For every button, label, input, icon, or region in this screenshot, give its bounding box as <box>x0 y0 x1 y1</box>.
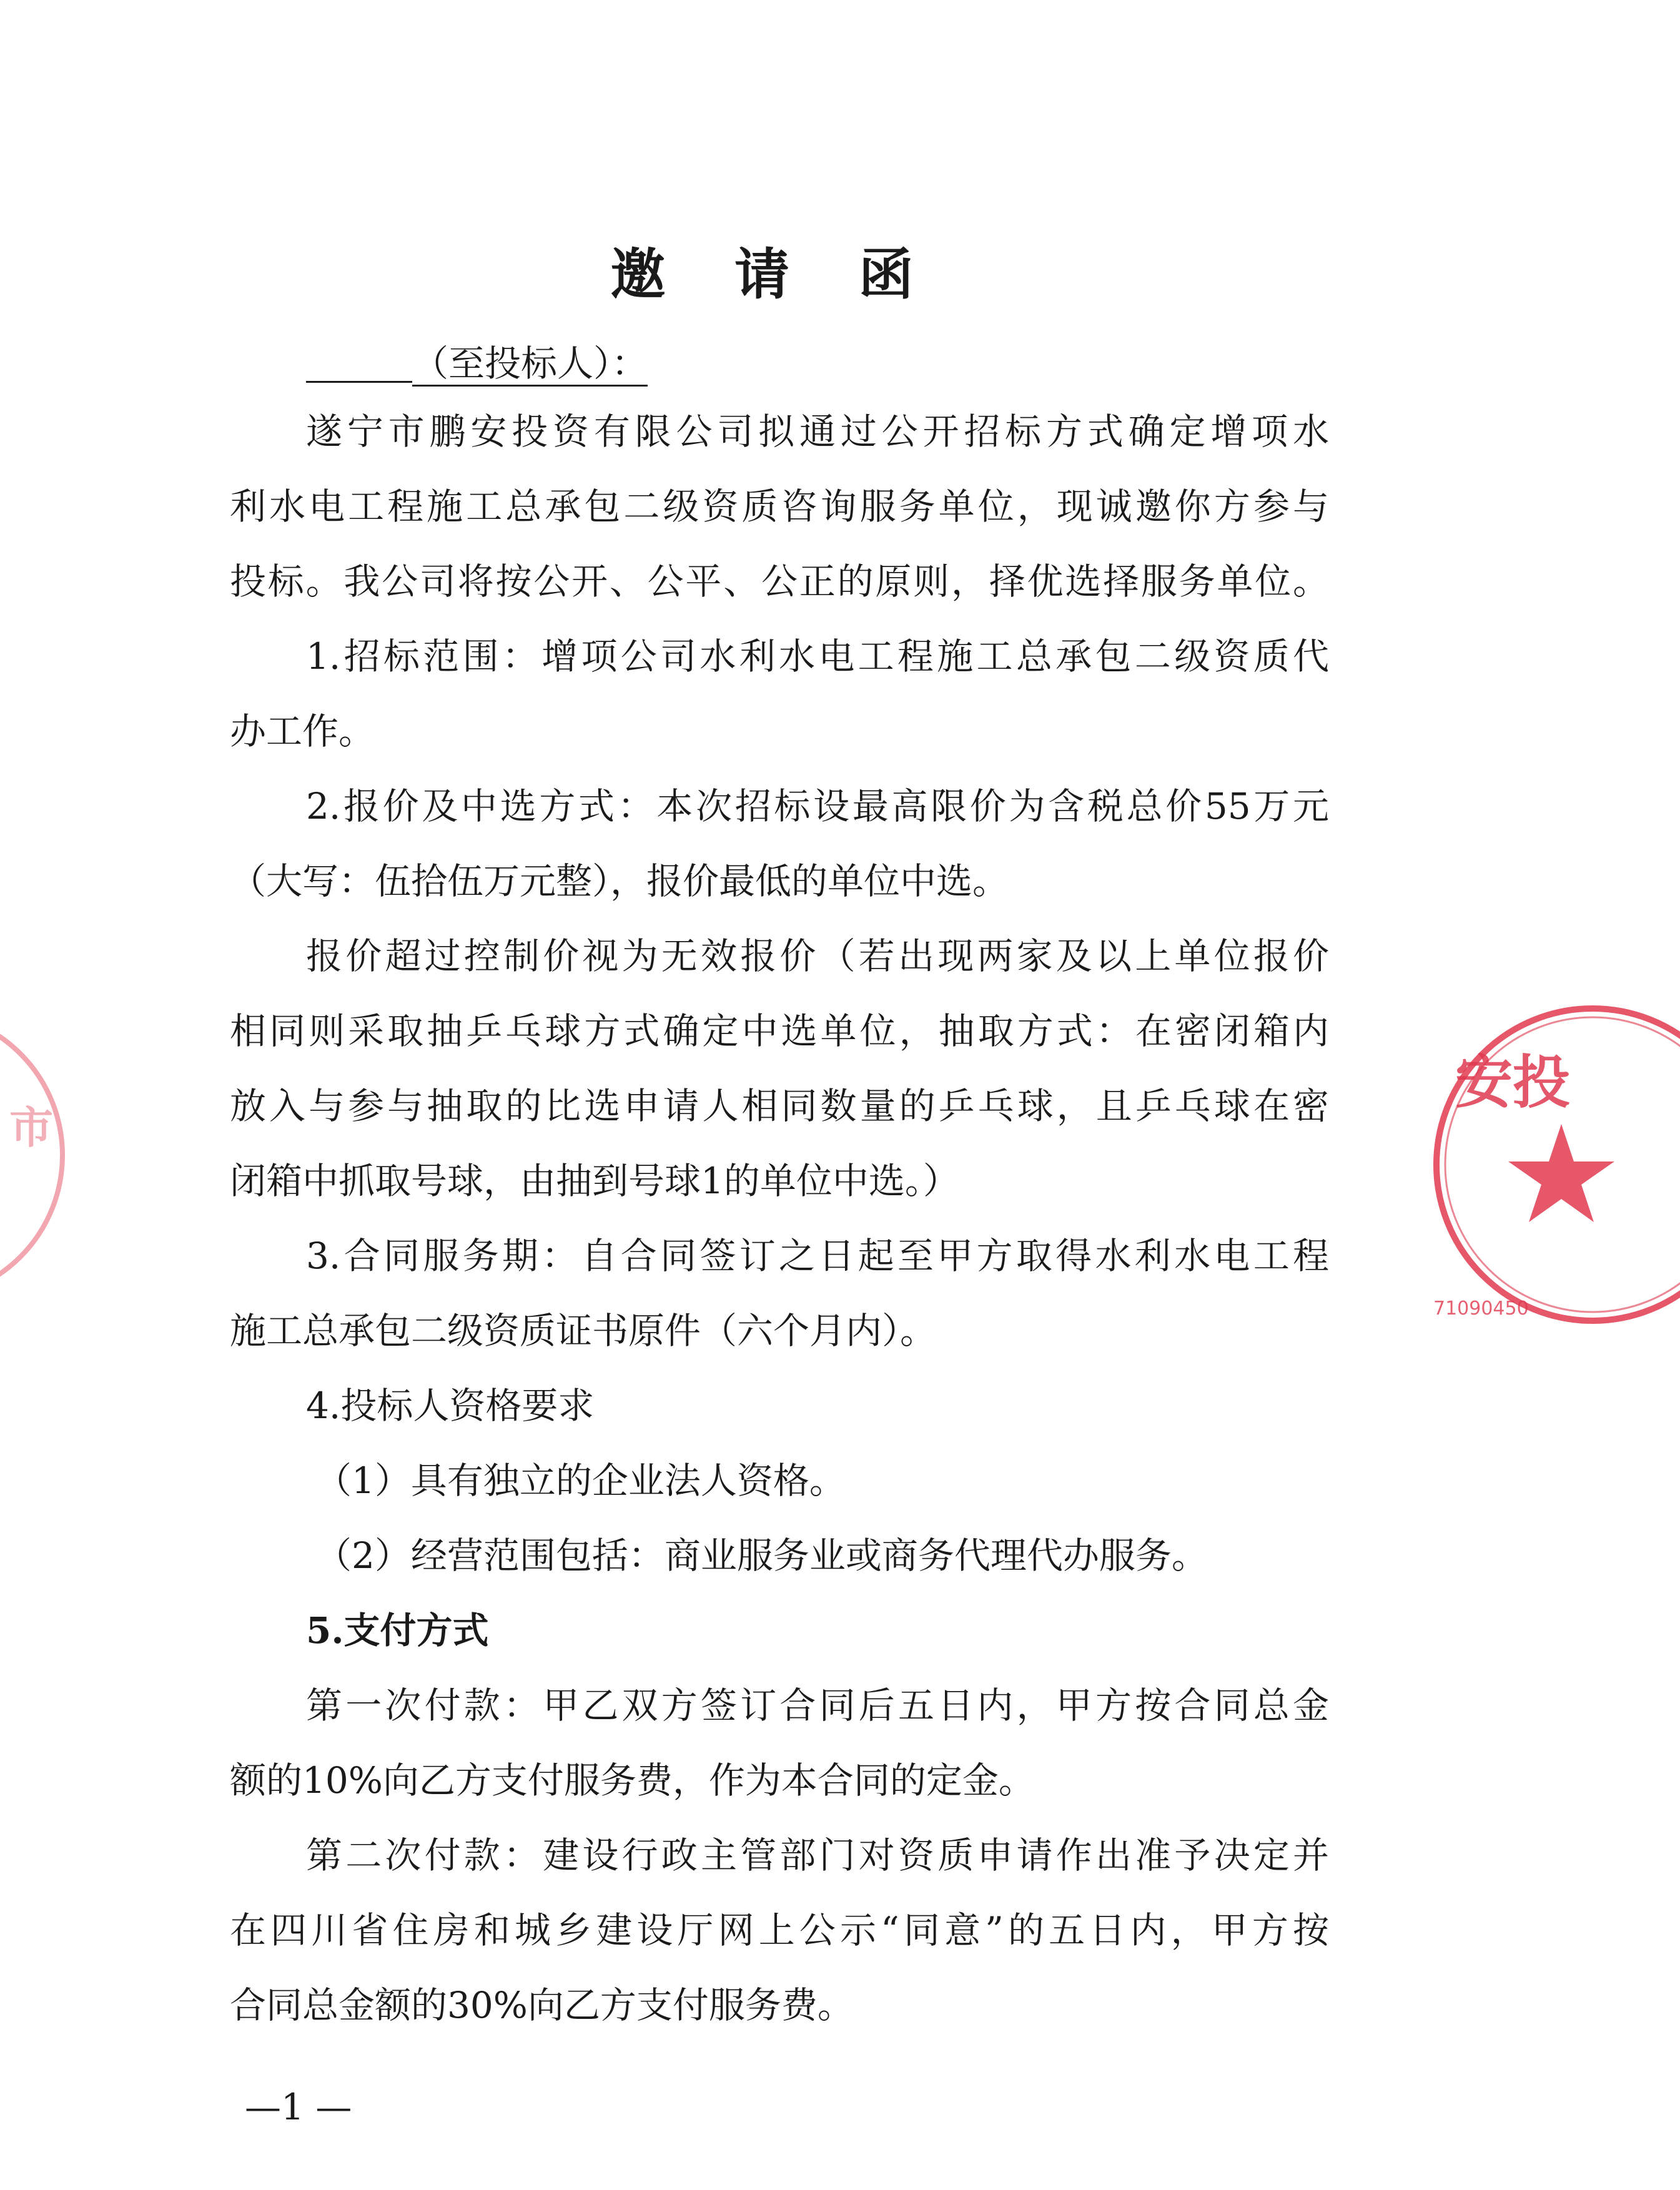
page-number: —1 — <box>245 2086 352 2128</box>
addressee-blank <box>306 345 412 383</box>
section2-line-1: 2.报价及中选方式：本次招标设最高限价为含税总价55万元 <box>306 785 1329 827</box>
payment2-line-1: 第二次付款：建设行政主管部门对资质申请作出准予决定并 <box>306 1834 1329 1877</box>
section5-heading: 5.支付方式 <box>306 1609 489 1652</box>
section2-line-2: （大写：伍拾伍万元整），报价最低的单位中选。 <box>230 860 1009 902</box>
section4-item-2: （2）经营范围包括：商业服务业或商务代理代办服务。 <box>315 1534 1208 1577</box>
section2-note-line-2: 相同则采取抽乒乓球方式确定中选单位，抽取方式：在密闭箱内 <box>230 1010 1329 1052</box>
section4-heading: 4.投标人资格要求 <box>306 1384 595 1427</box>
section3-line-2: 施工总承包二级资质证书原件（六个月内）。 <box>230 1310 937 1352</box>
section1-line-2: 办工作。 <box>230 710 375 752</box>
payment2-line-3: 合同总金额的30%向乙方支付服务费。 <box>230 1984 854 2026</box>
document-title: 邀 请 函 <box>610 242 939 307</box>
section1-line-1: 1.招标范围：增项公司水利水电工程施工总承包二级资质代 <box>306 635 1329 678</box>
section2-note-line-3: 放入与参与抽取的比选申请人相同数量的乒乓球，且乒乓球在密 <box>230 1085 1329 1127</box>
payment2-line-2: 在四川省住房和城乡建设厅网上公示“同意”的五日内，甲方按 <box>230 1909 1329 1951</box>
seal-right-code: 71090450 <box>1433 1298 1529 1319</box>
addressee-line <box>306 342 648 385</box>
section3-line-1: 3.合同服务期：自合同签订之日起至甲方取得水利水电工程 <box>306 1235 1329 1277</box>
intro-line-2: 利水电工程施工总承包二级资质咨询服务单位，现诚邀你方参与 <box>230 485 1329 528</box>
company-seal-left <box>0 999 75 1311</box>
seal-right-text: 安投 <box>1455 1048 1571 1116</box>
seal-star-icon <box>1508 1124 1614 1222</box>
payment1-line-2: 额的10%向乙方支付服务费，作为本合同的定金。 <box>230 1759 1035 1802</box>
seal-left-text: 市 <box>9 1102 53 1153</box>
addressee-text: （至投标人）： <box>412 342 648 387</box>
company-seal-right <box>1418 990 1680 1339</box>
intro-line-3: 投标。我公司将按公开、公平、公正的原则，择优选择服务单位。 <box>230 560 1329 603</box>
section4-item-1: （1）具有独立的企业法人资格。 <box>315 1459 846 1502</box>
section2-note-line-4: 闭箱中抓取号球，由抽到号球1的单位中选。） <box>230 1160 959 1202</box>
section2-note-line-1: 报价超过控制价视为无效报价（若出现两家及以上单位报价 <box>306 935 1329 977</box>
intro-line-1: 遂宁市鹏安投资有限公司拟通过公开招标方式确定增项水 <box>306 410 1329 453</box>
payment1-line-1: 第一次付款：甲乙双方签订合同后五日内，甲方按合同总金 <box>306 1684 1329 1727</box>
